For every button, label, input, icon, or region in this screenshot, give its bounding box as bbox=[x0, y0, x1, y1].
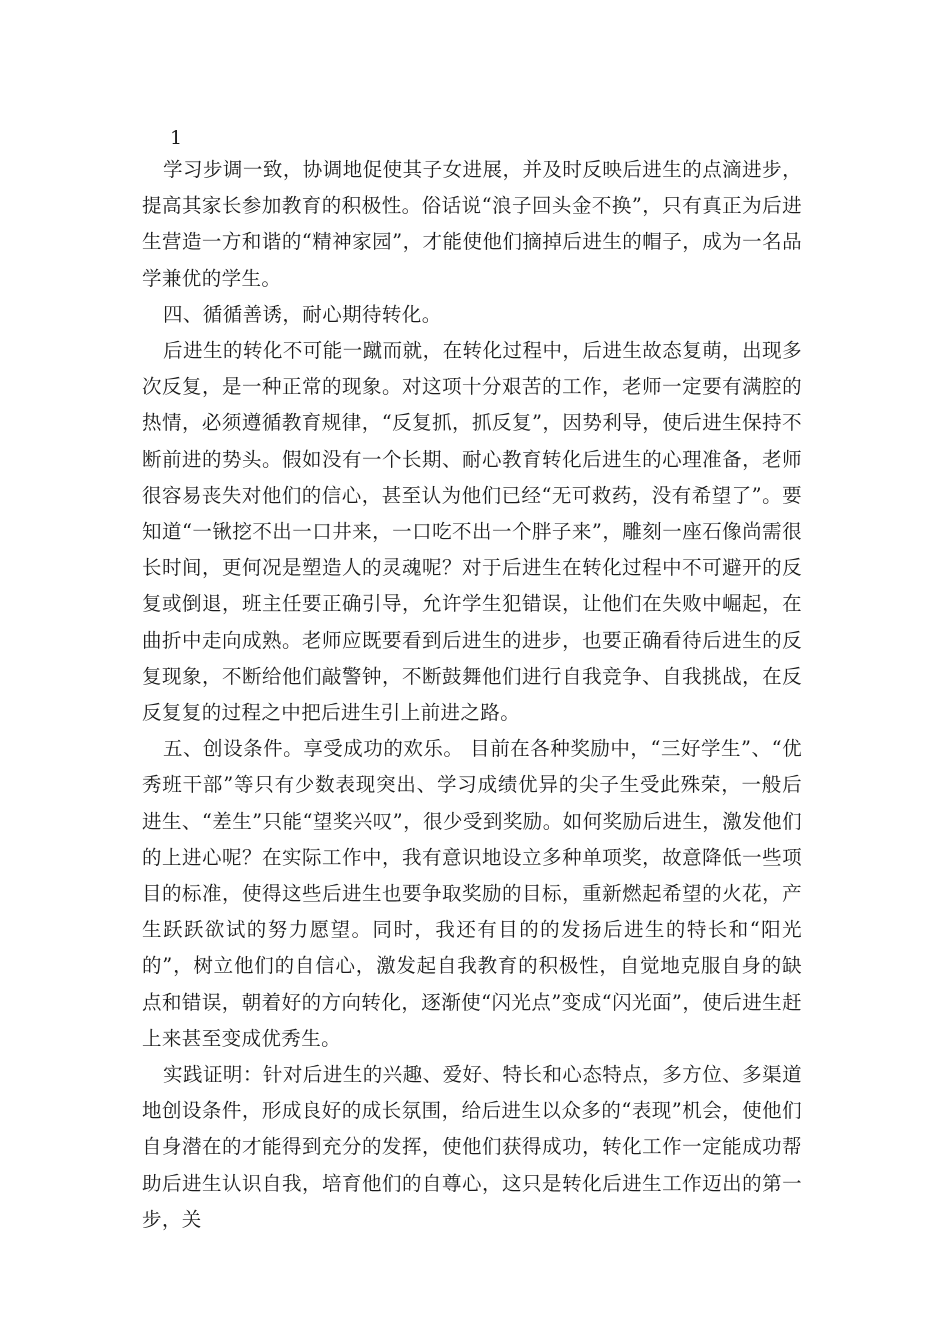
paragraph-create-conditions: 五、创设条件。享受成功的欢乐。 目前在各种奖励中，“三好学生”、“优秀班干部”等只有少数表现突出、学习成绩优异的尖子生受此殊荣，一般后进生、“差生”只能“望奖兴叹”，很少受到奖励。如何奖励后进生，激发他们的上进心呢？在实际工作中，我有意识地设立多种单项奖，故意降低一些项目的标准，使得这些后进生也要争取奖励的目标，重新燃起希望的火花，产生跃跃欲试的努力愿望。同时，我还有目的的发扬后进生的特长和“阳光的”，树立他们的自信心，激发起自我教育的积极性，自觉地克服自身的缺点和错误，朝着好的方向转化，逐渐使“闪光点”变成“闪光面”，使后进生赶上来甚至变成优秀生。 bbox=[142, 737, 802, 1050]
paragraph-practice-proves: 实践证明：针对后进生的兴趣、爱好、特长和心态特点，多方位、多渠道地创设条件，形成良好的成长氛围，给后进生以众多的“表现”机会，使他们自身潜在的才能得到充分的发挥，使他们获得成功，转化工作一定能成功帮助后进生认识自我，培育他们的自尊心，这只是转化后进生工作迈出的第一步，关 bbox=[142, 1063, 802, 1231]
section-heading-patient-guidance: 四、循循善诱，耐心期待转化。 bbox=[163, 302, 442, 326]
paragraph-repeated-relapse: 后进生的转化不可能一蹴而就，在转化过程中，后进生故态复萌，出现多次反复，是一种正常的现象。对这项十分艰苦的工作，老师一定要有满腔的热情，必须遵循教育规律，“反复抓，抓反复”，因势利导，使后进生保持不断前进的势头。假如没有一个长期、耐心教育转化后进生的心理准备，老师很容易丧失对他们的信心，甚至认为他们已经“无可救药，没有希望了”。要知道“一锹挖不出一口井来，一口吃不出一个胖子来”，雕刻一座石像尚需很长时间，更何况是塑造人的灵魂呢？对于后进生在转化过程中不可避开的反复或倒退，班主任要正确引导，允许学生犯错误，让他们在失败中崛起，在曲折中走向成熟。老师应既要看到后进生的进步，也要正确看待后进生的反复现象，不断给他们敲警钟，不断鼓舞他们进行自我竞争、自我挑战，在反反复复的过程之中把后进生引上前进之路。 bbox=[142, 339, 802, 725]
paragraph-family-cooperation: 学习步调一致，协调地促使其子女进展，并及时反映后进生的点滴进步，提高其家长参加教育的积极性。俗话说“浪子回头金不换”，只有真正为后进生营造一方和谐的“精神家园”，才能使他们摘掉后进生的帽子，成为一名品学兼优的学生。 bbox=[142, 158, 802, 290]
page-number: 1 bbox=[170, 127, 183, 149]
document-body bbox=[142, 152, 802, 1238]
